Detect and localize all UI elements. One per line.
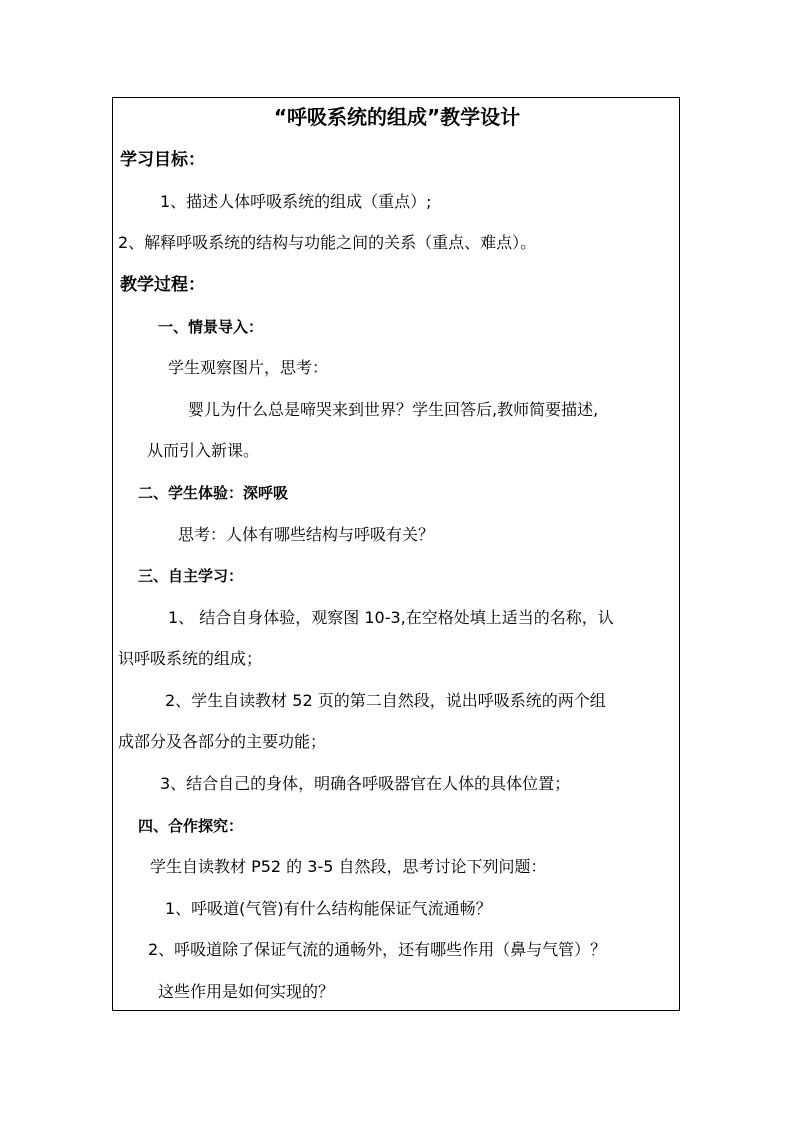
paragraph-line: 识呼吸系统的组成；	[118, 649, 263, 668]
section-heading-intro: 一、情景导入：	[158, 318, 264, 336]
paragraph-line: 成部分及各部分的主要功能；	[118, 732, 327, 751]
paragraph-line: 2、学生自读教材 52 页的第二自然段，说出呼吸系统的两个组	[165, 691, 606, 710]
paragraph-line: 思考：人体有哪些结构与呼吸有关？	[178, 525, 435, 544]
paragraph-line: 从而引入新课。	[147, 441, 260, 460]
document-title: “呼吸系统的组成”教学设计	[273, 105, 521, 129]
objective-item: 2、解释呼吸系统的结构与功能之间的关系（重点、难点）。	[118, 233, 537, 252]
paragraph-line: 1、 结合自身体验，观察图 10-3,在空格处填上适当的名称，认	[168, 608, 614, 627]
objective-item: 1、描述人体呼吸系统的组成（重点）;	[160, 192, 432, 211]
process-heading: 教学过程：	[120, 275, 205, 295]
paragraph-line: 2、呼吸道除了保证气流的通畅外，还有哪些作用（鼻与气管）？	[148, 940, 607, 959]
paragraph-line: 学生自读教材 P52 的 3-5 自然段，思考讨论下列问题：	[150, 857, 547, 876]
paragraph-line: 学生观察图片，思考：	[168, 358, 329, 377]
paragraph-line: 婴儿为什么总是啼哭来到世界？学生回答后,教师简要描述,	[188, 400, 599, 419]
objectives-heading: 学习目标：	[120, 150, 205, 170]
paragraph-line: 3、结合自己的身体，明确各呼吸器官在人体的具体位置；	[160, 774, 571, 793]
section-heading-self-study: 三、自主学习：	[138, 567, 244, 585]
paragraph-line: 1、呼吸道(气管)有什么结构能保证气流通畅？	[165, 899, 492, 918]
paragraph-line: 这些作用是如何实现的？	[158, 982, 335, 1001]
section-heading-experience: 二、学生体验：深呼吸	[138, 484, 289, 502]
section-heading-collaboration: 四、合作探究：	[138, 817, 244, 835]
